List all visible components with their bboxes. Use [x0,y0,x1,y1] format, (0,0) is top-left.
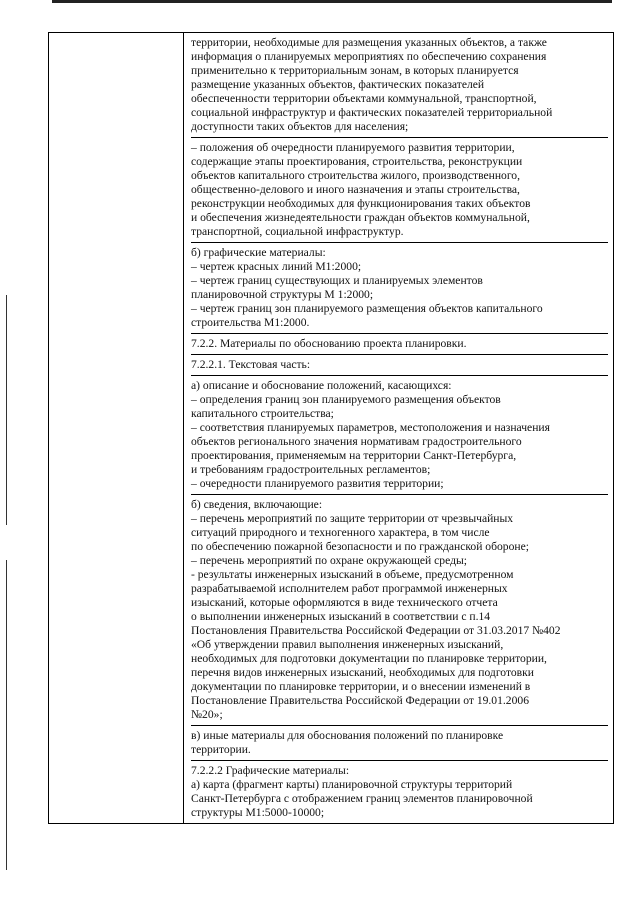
content-cell [184,33,613,823]
paragraph [191,355,608,376]
empty-left-column [49,33,184,824]
text-line: Постановления Правительства Российской Федерации от 31.03.2017 №402 [191,624,561,637]
text-line: Санкт-Петербурга с отображением границ элементов планировочной [191,792,533,805]
text-line: – перечень мероприятий по защите территории от чрезвычайных [191,512,514,525]
text-line: – чертеж границ зон планируемого размещения объектов капитального [191,302,543,315]
text-line: – положения об очередности планируемого развития территории, [191,141,515,154]
text-line: общественно-делового и иного назначения и этапы строительства, [191,183,520,196]
text-line: 7.2.2.1. Текстовая часть: [191,358,311,371]
paragraph [191,376,608,495]
text-line: «Об утверждении правил выполнения инженерных изысканий, [191,638,504,651]
scan-margin-mark [6,295,7,525]
text-line: необходимых для подготовки документации по планировке территории, [191,652,547,665]
text-line: строительства М1:2000. [191,316,310,329]
text-line: и обеспечения жизнедеятельности граждан объектов коммунальной, [191,211,530,224]
text-line: 7.2.2.2 Графические материалы: [191,764,350,777]
text-line: 7.2.2. Материалы по обоснованию проекта планировки. [191,337,467,350]
paragraph [191,243,608,334]
text-line: реконструкции необходимых для функционирования таких объектов [191,197,531,210]
text-line: №20»; [191,708,223,721]
text-line: ситуаций природного и техногенного характера, в том числе [191,526,490,539]
text-line: содержащие этапы проектирования, строительства, реконструкции [191,155,523,168]
paragraph [191,33,608,138]
text-line: в) иные материалы для обоснования положений по планировке [191,729,504,742]
text-line: – перечень мероприятий по охране окружающей среды; [191,554,468,567]
text-line: – определения границ зон планируемого размещения объектов [191,393,501,406]
text-line: доступности таких объектов для населения; [191,120,409,133]
text-line: капитального строительства; [191,407,334,420]
paragraph [191,726,608,761]
scan-edge-line [52,0,612,3]
text-line: документации по планировке территории, и о внесении изменений в [191,680,531,693]
text-line: – очередности планируемого развития территории; [191,477,444,490]
text-line: по обеспечению пожарной безопасности и по гражданской обороне; [191,540,529,553]
text-line: разрабатываемой исполнителем работ программой инженерных [191,582,508,595]
text-line: транспортной, социальной инфраструктур. [191,225,404,238]
text-line: б) сведения, включающие: [191,498,323,511]
text-line: социальной инфраструктур и фактических показателей территориальной [191,106,553,119]
text-line: территории. [191,743,251,756]
text-line: а) описание и обоснование положений, касающихся: [191,379,452,392]
text-line: – чертеж границ существующих и планируемых элементов [191,274,483,287]
text-line: объектов регионального значения нормативам градостроительного [191,435,522,448]
text-line: - результаты инженерных изысканий в объеме, предусмотренном [191,568,514,581]
paragraph [191,495,608,726]
paragraph [191,761,608,823]
text-line: изысканий, которые оформляются в виде технического отчета [191,596,498,609]
text-line: применительно к территориальным зонам, в которых планируется [191,64,519,77]
text-line: а) карта (фрагмент карты) планировочной структуры территорий [191,778,513,791]
text-line: размещение указанных объектов, фактических показателей [191,78,485,91]
text-line: Постановление Правительства Российской Федерации от 19.01.2006 [191,694,529,707]
text-line: перечня видов инженерных изысканий, необходимых для подготовки [191,666,534,679]
text-line: информация о планируемых мероприятиях по обеспечению сохранения [191,50,547,63]
text-line: объектов капитального строительства жилого, производственного, [191,169,521,182]
paragraph [191,334,608,355]
text-line: структуры М1:5000-10000; [191,806,325,819]
content-column [184,33,614,824]
text-line: – чертеж красных линий М1:2000; [191,260,362,273]
text-line: обеспеченности территории объектами коммунальной, транспортной, [191,92,537,105]
text-line: и требованиям градостроительных регламентов; [191,463,431,476]
text-line: б) графические материалы: [191,246,326,259]
document-table [48,32,614,824]
paragraph [191,138,608,243]
text-line: территории, необходимые для размещения указанных объектов, а также [191,36,547,49]
text-line: о выполнении инженерных изысканий в соответствии с п.14 [191,610,491,623]
text-line: проектирования, применяемым на территории Санкт-Петербурга, [191,449,517,462]
text-line: – соответствия планируемых параметров, местоположения и назначения [191,421,550,434]
scan-margin-mark [6,560,7,870]
text-line: планировочной структуры М 1:2000; [191,288,374,301]
